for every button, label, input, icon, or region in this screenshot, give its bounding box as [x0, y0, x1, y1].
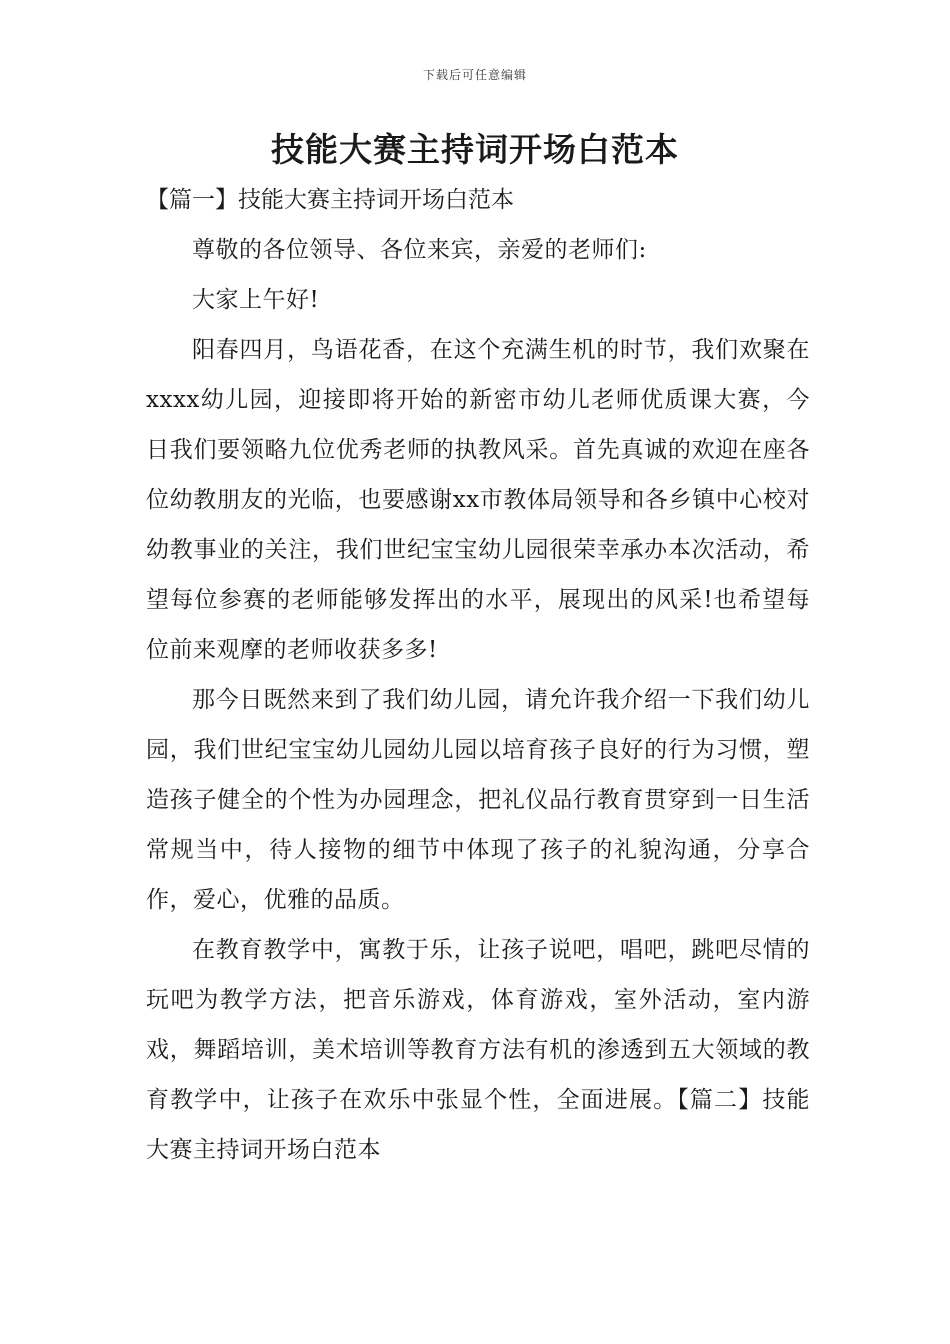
- section-heading-1: 【篇一】技能大赛主持词开场白范本: [146, 187, 514, 213]
- paragraph-greeting: 尊敬的各位领导、各位来宾，亲爱的老师们:: [192, 237, 647, 263]
- paragraph-teaching: [146, 925, 810, 1175]
- section-heading-2: 【篇二】技能大赛主持词开场白范本: [146, 1087, 811, 1163]
- document-title: 技能大赛主持词开场白范本: [271, 130, 679, 169]
- paragraph-introduction: 那今日既然来到了我们幼儿园，请允许我介绍一下我们幼儿园，我们世纪宝宝幼儿园幼儿园以培育孩子良好的行为习惯，塑造孩子健全的个性为办园理念，把礼仪品行教育贯穿到一日生活常规当中，待人接物的细节中体现了孩子的礼貌沟通，分享合作，爱心，优雅的品质。: [146, 687, 810, 913]
- header-note: 下载后可任意编辑: [422, 68, 527, 82]
- paragraph-welcome: 阳春四月，鸟语花香，在这个充满生机的时节，我们欢聚在xxxx幼儿园，迎接即将开始的新密市幼儿老师优质课大赛，今日我们要领略九位优秀老师的执教风采。首先真诚的欢迎在座各位幼教朋友的光临，也要感谢xx市教体局领导和各乡镇中心校对幼教事业的关注，我们世纪宝宝幼儿园很荣幸承办本次活动，希望每位参赛的老师能够发挥出的水平，展现出的风采!也希望每位前来观摩的老师收获多多!: [146, 337, 810, 663]
- paragraph-teaching-text: 在教育教学中，寓教于乐，让孩子说吧，唱吧，跳吧尽情的玩吧为教学方法，把音乐游戏，体育游戏，室外活动，室内游戏，舞蹈培训，美术培训等教育方法有机的渗透到五大领域的教育教学中，让孩子在欢乐中张显个性，全面进展。: [146, 937, 810, 1113]
- document-body: [146, 175, 810, 1175]
- paragraph-good-morning: 大家上午好!: [192, 287, 320, 313]
